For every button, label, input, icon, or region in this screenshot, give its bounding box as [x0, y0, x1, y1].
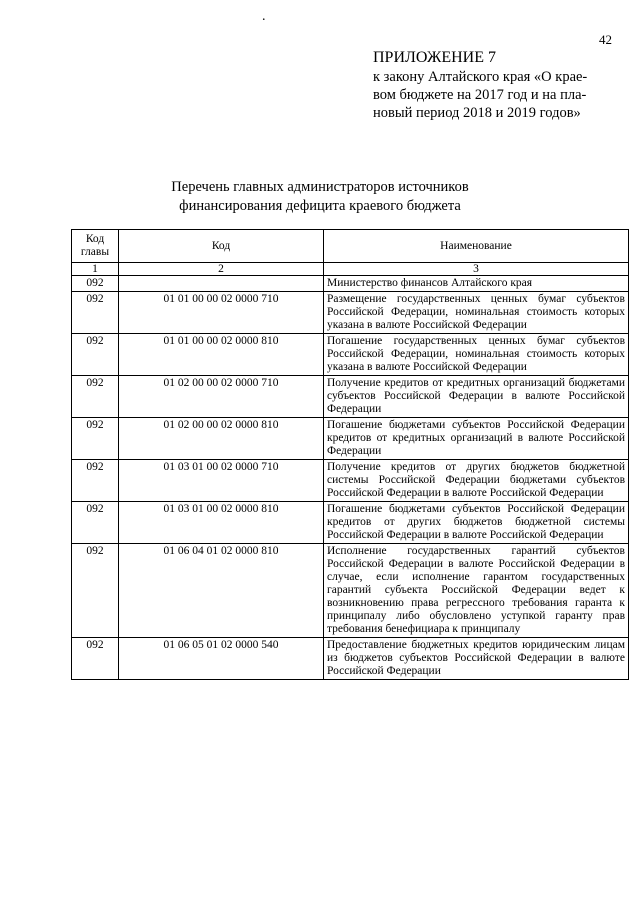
table-body [72, 276, 629, 680]
column-number: 3 [324, 263, 629, 276]
chief-code-cell: 092 [72, 502, 119, 544]
name-cell: Размещение государственных ценных бумаг субъектов Российской Федерации, номинальная стоимость которых указана в валюте Российской Федерации [324, 292, 629, 334]
name-cell: Предоставление бюджетных кредитов юридическим лицам из бюджетов субъектов Российской Федерации в валюте Российской Федерации [324, 638, 629, 680]
document-heading [0, 178, 640, 216]
name-cell: Погашение государственных ценных бумаг субъектов Российской Федерации, номинальная стоимость которых указана в валюте Российской Федерации [324, 334, 629, 376]
table-row [72, 276, 629, 292]
name-cell: Получение кредитов от кредитных организаций бюджетами субъектов Российской Федерации в валюте Российской Федерации [324, 376, 629, 418]
chief-code-cell: 092 [72, 292, 119, 334]
column-number: 1 [72, 263, 119, 276]
appendix-title: ПРИЛОЖЕНИЕ 7 [373, 49, 497, 66]
table-row [72, 418, 629, 460]
chief-code-cell: 092 [72, 418, 119, 460]
code-cell: 01 01 00 00 02 0000 810 [119, 334, 324, 376]
code-cell: 01 01 00 00 02 0000 710 [119, 292, 324, 334]
stray-mark: . [262, 9, 266, 24]
appendix-block [373, 48, 623, 122]
table-row [72, 502, 629, 544]
header-chief-code: Код главы [72, 230, 119, 263]
code-cell [119, 276, 324, 292]
name-cell: Получение кредитов от других бюджетов бюджетной системы Российской Федерации бюджетами субъектов Российской Федерации в валюте Российской Федерации [324, 460, 629, 502]
name-cell: Министерство финансов Алтайского края [324, 276, 629, 292]
table-row [72, 460, 629, 502]
heading-line: Перечень главных администраторов источников [171, 179, 469, 195]
administrators-table [71, 229, 629, 680]
code-cell: 01 06 05 01 02 0000 540 [119, 638, 324, 680]
name-cell: Исполнение государственных гарантий субъектов Российской Федерации в валюте Российской Федерации в случае, если исполнение гарантом государственных гарантий субъекта Российской Федерации ведет к возникновению права регрессного требования гаранта к принципалу либо обусловлено уступкой гаранту прав требования бенефициара к принципалу [324, 544, 629, 638]
table-row [72, 544, 629, 638]
table-row [72, 638, 629, 680]
chief-code-cell: 092 [72, 334, 119, 376]
appendix-line: новый период 2018 и 2019 годов» [373, 105, 581, 121]
chief-code-cell: 092 [72, 376, 119, 418]
chief-code-cell: 092 [72, 276, 119, 292]
chief-code-cell: 092 [72, 544, 119, 638]
header-name: Наименование [324, 230, 629, 263]
chief-code-cell: 092 [72, 638, 119, 680]
table-row [72, 334, 629, 376]
table-row [72, 376, 629, 418]
header-row [72, 230, 629, 263]
code-cell: 01 03 01 00 02 0000 810 [119, 502, 324, 544]
chief-code-cell: 092 [72, 460, 119, 502]
code-cell: 01 06 04 01 02 0000 810 [119, 544, 324, 638]
heading-line: финансирования дефицита краевого бюджета [179, 198, 461, 214]
name-cell: Погашение бюджетами субъектов Российской Федерации кредитов от других бюджетов бюджетной системы Российской Федерации в валюте Российской Федерации [324, 502, 629, 544]
code-cell: 01 02 00 00 02 0000 710 [119, 376, 324, 418]
table-row [72, 292, 629, 334]
name-cell: Погашение бюджетами субъектов Российской Федерации кредитов от кредитных организаций в валюте Российской Федерации [324, 418, 629, 460]
code-cell: 01 03 01 00 02 0000 710 [119, 460, 324, 502]
page-number: 42 [599, 32, 612, 47]
header-code: Код [119, 230, 324, 263]
column-number: 2 [119, 263, 324, 276]
column-number-row [72, 263, 629, 276]
appendix-line: вом бюджете на 2017 год и на пла- [373, 87, 587, 103]
code-cell: 01 02 00 00 02 0000 810 [119, 418, 324, 460]
appendix-line: к закону Алтайского края «О крае- [373, 69, 588, 85]
